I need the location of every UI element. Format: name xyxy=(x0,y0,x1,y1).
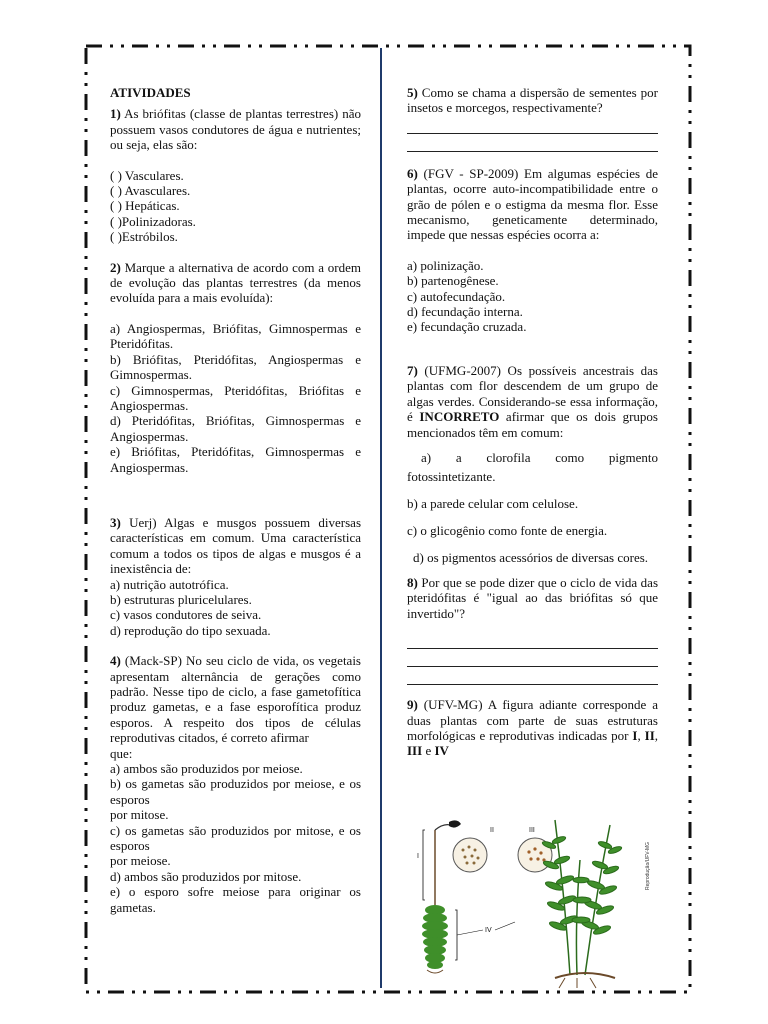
question-4-que: que: xyxy=(110,745,133,761)
question-number: 6) xyxy=(407,165,418,181)
question-text: Uerj) Algas e musgos possuem diversas características em comum. Uma característica comum a todos os tipos de algas e musgos é a inexistência de: xyxy=(110,514,362,577)
question-5 xyxy=(407,85,658,116)
answer-line[interactable] xyxy=(407,137,658,152)
option-item: a) ambos são produzidos por meiose. xyxy=(110,761,303,777)
option-item: e) Briófitas, Pteridófitas, Gimnospermas e Angiospermas. xyxy=(110,444,361,475)
question-4 xyxy=(110,653,361,745)
answer-line[interactable] xyxy=(407,670,658,685)
question-number: 3) xyxy=(110,514,121,530)
question-number: 4) xyxy=(110,653,121,669)
option-item: e) fecundação cruzada. xyxy=(407,319,527,335)
question-3-options xyxy=(110,577,361,639)
question-3 xyxy=(110,515,361,577)
option-item: b) a parede celular com celulose. xyxy=(407,495,579,511)
option-item: e) o esporo sofre meiose para originar os gametas. xyxy=(110,884,361,915)
option-item: por meiose. xyxy=(110,853,171,869)
option-item: b) estruturas pluricelulares. xyxy=(110,591,252,607)
option-item: a) Angiospermas, Briófitas, Gimnospermas e Pteridófitas. xyxy=(110,320,361,352)
emphasis-word: INCORRETO xyxy=(419,409,500,425)
option-item: b) partenogênese. xyxy=(407,273,499,289)
question-number: 5) xyxy=(407,85,418,100)
question-text: Por que se pode dizer que o ciclo de vida das pteridófitas é "igual ao das briófitas só que invertido"? xyxy=(407,574,658,621)
option-checkbox[interactable]: ( )Polinizadoras. xyxy=(110,213,196,229)
question-7-options xyxy=(407,448,658,567)
label-roman: IV xyxy=(434,743,449,759)
option-checkbox[interactable]: ( ) Vasculares. xyxy=(110,167,184,183)
option-item: a) nutrição autotrófica. xyxy=(110,576,229,592)
right-column xyxy=(407,85,658,759)
question-text: (Mack-SP) No seu ciclo de vida, os vegetais apresentam alternância de gerações como padrão. Nesse tipo de ciclo, a fase gametofítica produz gametas, e a fase esporofítica produz esporos. A respeito dos tipos de células reprodutivas citados, é correto afirmar xyxy=(110,653,361,746)
question-9: 9) (UFV-MG) A figura adiante corresponde a duas plantas com parte de suas estruturas morfológicas e reprodutivas indicadas por I, II, III e IV xyxy=(407,697,659,759)
option-checkbox[interactable]: ( ) Avasculares. xyxy=(110,183,191,199)
option-item: d) fecundação interna. xyxy=(407,304,523,320)
option-item: c) os gametas são produzidos por mitose, e os esporos xyxy=(110,822,361,854)
option-item: b) os gametas são produzidos por meiose, e os esporos xyxy=(110,776,361,807)
figure-credit: Reprodução/UFV-MG xyxy=(645,841,651,890)
figure-label-iv: IV xyxy=(485,927,492,934)
question-6-options xyxy=(407,258,658,335)
question-number: 8) xyxy=(407,574,418,590)
label-roman: III xyxy=(407,743,423,759)
option-checkbox[interactable]: ( )Estróbilos. xyxy=(110,229,178,245)
moss-plant xyxy=(422,820,461,973)
question-6 xyxy=(407,166,658,243)
answer-line[interactable] xyxy=(407,634,658,649)
question-text: Marque a alternativa de acordo com a ordem de evolução das plantas terrestres (da menos evoluída para a mais evoluída): xyxy=(110,259,361,306)
question-2-options xyxy=(110,321,361,475)
option-item: a) a clorofila como pigmento fotossintetizante. xyxy=(407,449,658,484)
left-column xyxy=(110,85,361,915)
question-text: afirmar que os dois grupos mencionados têm em comum: xyxy=(407,409,658,440)
question-text: As briófitas (classe de plantas terrestres) não possuem vasos condutores de água e nutrientes; ou seja, elas são: xyxy=(110,106,361,153)
answer-line[interactable] xyxy=(407,119,658,134)
figure-label-i: I xyxy=(417,853,419,860)
option-item: d) reprodução do tipo sexuada. xyxy=(110,622,271,638)
option-item: c) o glicogênio como fonte de energia. xyxy=(407,522,608,538)
option-checkbox[interactable]: ( ) Hepáticas. xyxy=(110,198,180,214)
question-number: 2) xyxy=(110,259,121,275)
option-item: por mitose. xyxy=(110,807,169,823)
answer-line[interactable] xyxy=(407,652,658,667)
option-item: b) Briófitas, Pteridófitas, Angiospermas e Gimnospermas. xyxy=(110,351,361,383)
plant-figure xyxy=(405,800,655,990)
label-roman: I xyxy=(632,727,638,743)
column-divider xyxy=(380,48,382,988)
figure-label-ii: II xyxy=(490,827,494,834)
question-7 xyxy=(407,363,658,440)
question-text: Como se chama a dispersão de sementes por insetos e morcegos, respectivamente? xyxy=(407,85,658,116)
option-item: d) os pigmentos acessórios de diversas cores. xyxy=(413,549,649,565)
question-number: 1) xyxy=(110,106,121,122)
question-number: 7) xyxy=(407,362,418,378)
question-number: 9) xyxy=(407,697,418,713)
question-1 xyxy=(110,106,361,152)
question-4-options xyxy=(110,761,361,915)
question-text: (UFMG-2007) Os possíveis ancestrais das plantas com flor descendem de um grupo de algas verdes. Considerando-se essa informação, é xyxy=(407,362,658,425)
question-text: (UFV-MG) A figura adiante corresponde a duas plantas com parte de suas estruturas morfológicas e reprodutivas indicadas por xyxy=(407,697,659,743)
option-item: c) autofecundação. xyxy=(407,288,506,304)
option-item: c) Gimnospermas, Pteridófitas, Briófitas e Angiospermas. xyxy=(110,382,361,413)
option-item: d) Pteridófitas, Briófitas, Gimnospermas e Angiospermas. xyxy=(110,413,361,444)
question-2 xyxy=(110,260,361,306)
plants-illustration xyxy=(405,800,655,990)
option-item: d) ambos são produzidos por mitose. xyxy=(110,868,302,884)
fern-plant xyxy=(542,820,623,988)
page-title: ATIVIDADES xyxy=(110,85,191,100)
question-8 xyxy=(407,575,658,621)
question-text: (FGV - SP-2009) Em algumas espécies de plantas, ocorre auto-incompatibilidade entre o grão de pólen e o estigma da mesma flor. Esse mecanismo, geneticamente determinado, impede que nessas espécies ocorra a: xyxy=(407,165,658,243)
option-item: c) vasos condutores de seiva. xyxy=(110,607,262,623)
question-1-options xyxy=(110,168,361,245)
figure-label-iii: III xyxy=(529,827,535,834)
zoom-circle-ii xyxy=(453,838,487,872)
label-roman: II xyxy=(644,727,655,743)
option-item: a) polinização. xyxy=(407,257,484,273)
